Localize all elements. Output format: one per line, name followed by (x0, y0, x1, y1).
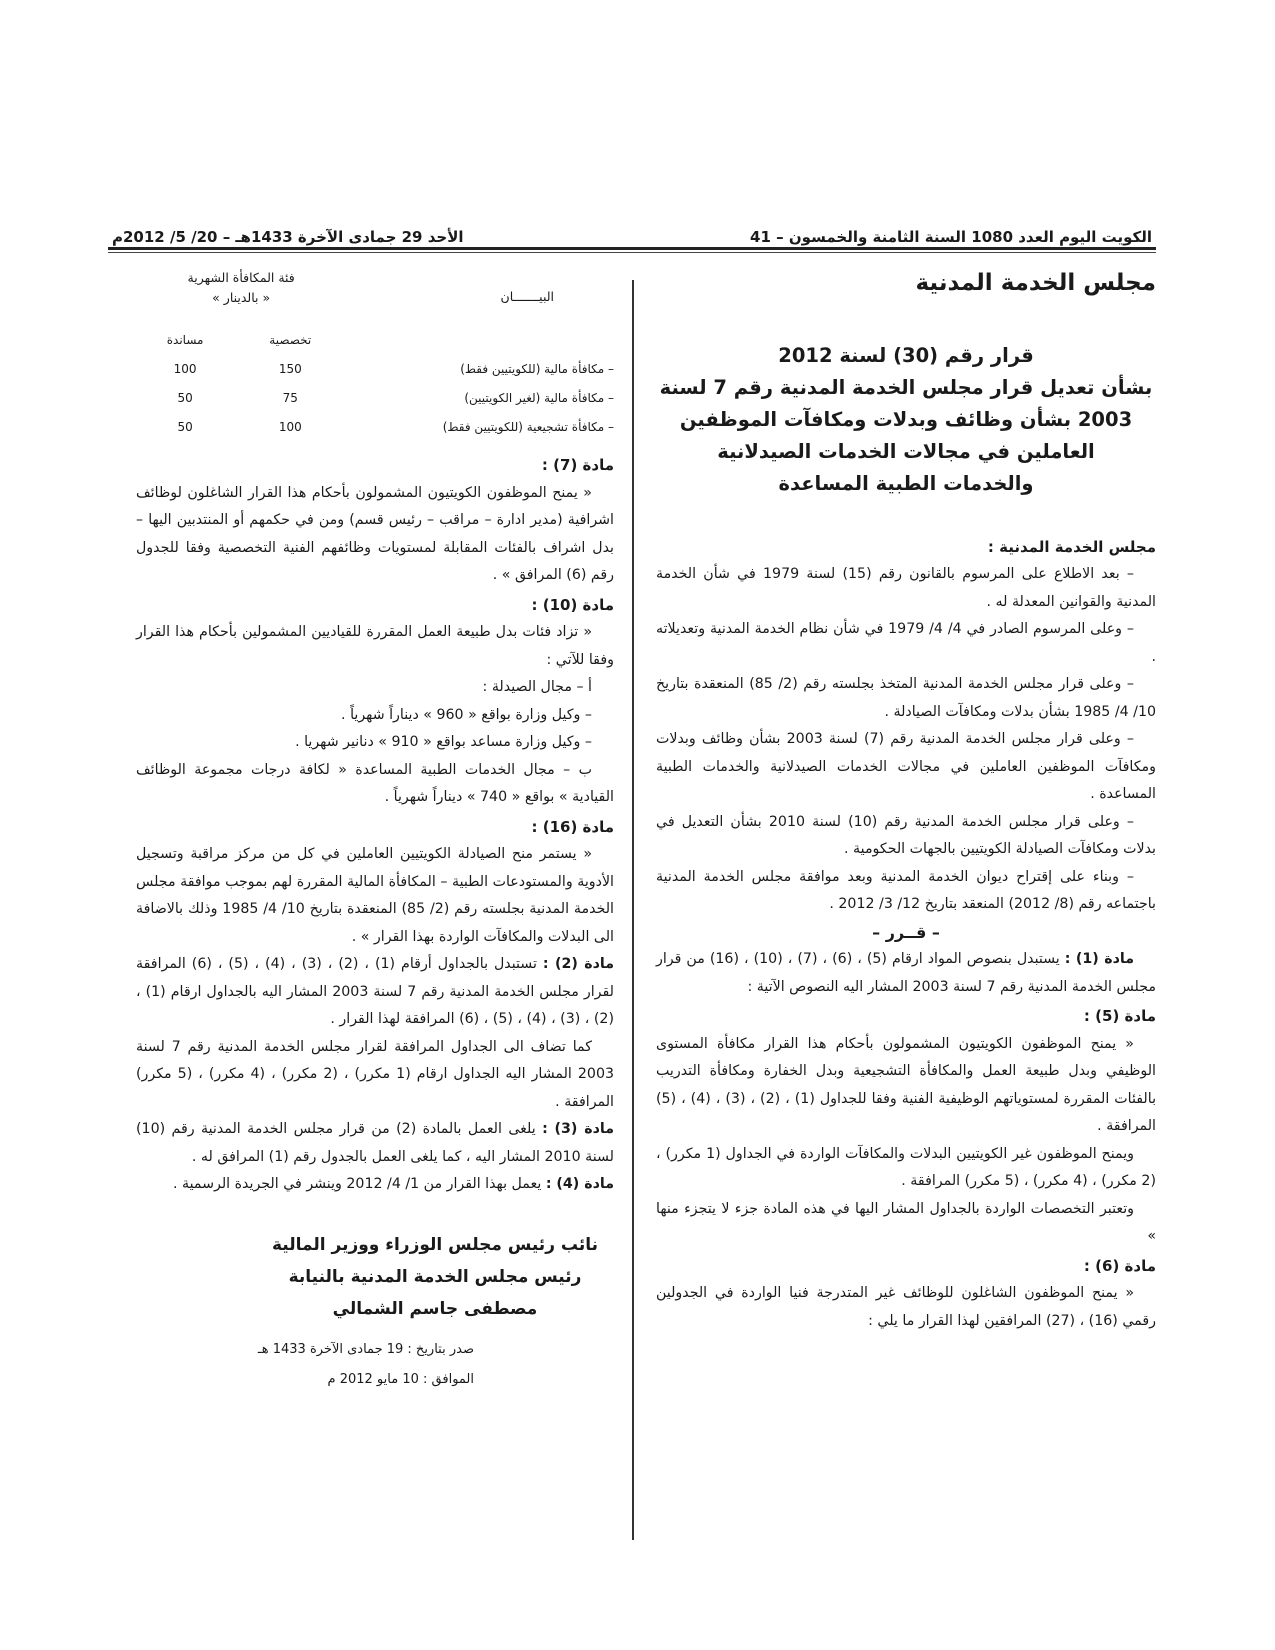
article-text: يستبدل بنصوص المواد ارقام (5) ، (6) ، (7) ، (10) ، (16) من قرار مجلس الخدمة المدنية رقم 7 لسنة 2003 المشار اليه النصوص الآتية : (656, 951, 1156, 995)
preamble-item: – وعلى المرسوم الصادر في 4/ 4/ 1979 في شأن نظام الخدمة المدنية وتعديلاته . (656, 621, 1156, 665)
decision-title (656, 340, 1156, 500)
decision-line: بشأن تعديل قرار مجلس الخدمة المدنية رقم 7 لسنة (659, 375, 1153, 399)
article-label: مادة (1) : (1064, 951, 1134, 967)
article-5-para: ويمنح الموظفون غير الكويتيين البدلات والمكافآت الواردة في الجداول (1 مكرر) ، (2 مكرر) ، (4 مكرر) ، (5 مكرر) المرافقة . (656, 1145, 1156, 1189)
row-specialist: 100 (278, 419, 302, 434)
row-assistant: 50 (177, 390, 193, 405)
article-10-b: ب – مجال الخدمات الطبية المساعدة « لكافة درجات مجموعة الوظائف القيادية » بواقع « 740 » ديناراً شهرياً . (136, 761, 614, 805)
header-issue-info: الكويت اليوم العدد 1080 السنة الثامنة والخمسون – 41 (750, 228, 1152, 246)
preamble-item: – وعلى قرار مجلس الخدمة المدنية المتخذ بجلسته رقم (2/ 85) المنعقدة بتاريخ 10/ 4/ 1985 بشأن بدلات ومكافآت الصيادلة . (656, 676, 1156, 720)
article-10-intro: « تزاد فئات بدل طبيعة العمل المقررة للقياديين المشمولين بأحكام هذا القرار وفقا للآتي : (136, 624, 614, 668)
article-2-extra: كما تضاف الى الجداول المرافقة لقرار مجلس الخدمة المدنية رقم 7 لسنة 2003 المشار اليه الجداول ارقام (1 مكرر) ، (2 مكرر) ، (4 مكرر) ، (5 مكرر) المرافقة . (136, 1038, 614, 1110)
right-column (656, 268, 1156, 1335)
header-date: الأحد 29 جمادى الآخرة 1433هـ – 20/ 5/ 2012م (112, 228, 464, 246)
table-header-statement: البيـــــــان (500, 289, 554, 304)
article-7-label: مادة (7) : (541, 456, 614, 474)
row-assistant: 100 (173, 361, 197, 376)
left-column (136, 268, 614, 1395)
table-row (136, 413, 614, 442)
issue-dates (136, 1335, 614, 1395)
article-6-text: « يمنح الموظفون الشاغلون للوظائف غير المتدرجة فنيا الواردة في الجدولين رقمي (16) ، (27) المرافقين لهذا القرار ما يلي : (656, 1285, 1156, 1329)
row-label: – مكافأة مالية (للكويتيين فقط) (460, 361, 614, 376)
article-label: مادة (3) : (542, 1121, 614, 1137)
article-label: مادة (2) : (542, 956, 614, 972)
article-3 (136, 1116, 614, 1171)
council-title: مجلس الخدمة المدنية (915, 270, 1156, 296)
article-16-text: « يستمر منح الصيادلة الكويتيين العاملين في كل من مركز مراقبة وتسجيل الأدوية والمستودعات الطبية – المكافأة المالية المقررة لهم بموجب موافقة مجلس الخدمة المدنية بجلسته رقم (2/ 85) المنعقدة بتاريخ 10/ 4/ 1985 وذلك بالاضافة الى البدلات والمكافآت الواردة بهذا القرار » . (136, 846, 614, 945)
signature-name: مصطفى جاسم الشمالي (332, 1298, 538, 1319)
row-label: – مكافأة مالية (لغير الكويتيين) (464, 390, 614, 405)
decision-line: والخدمات الطبية المساعدة (778, 471, 1034, 495)
council-heading: مجلس الخدمة المدنية : (987, 537, 1156, 556)
article-10-a2: – وكيل وزارة مساعد بواقع « 910 » دنانير شهريا . (295, 734, 592, 750)
article-label: مادة (4) : (545, 1176, 614, 1192)
decision-line: قرار رقم (30) لسنة 2012 (778, 343, 1034, 367)
table-row (136, 384, 614, 413)
column-header-specialist: تخصصية (269, 332, 312, 347)
article-2 (136, 951, 614, 1034)
header-rule-thin (108, 252, 1156, 253)
signature-line: رئيس مجلس الخدمة المدنية بالنيابة (288, 1266, 582, 1287)
article-5-label: مادة (5) : (1083, 1007, 1156, 1025)
article-1 (656, 946, 1156, 1001)
row-label: – مكافأة تشجيعية (للكويتيين فقط) (442, 419, 614, 434)
article-text: يلغى العمل بالمادة (2) من قرار مجلس الخدمة المدنية رقم (10) لسنة 2010 المشار اليه ، كما يلغى العمل بالجدول رقم (1) المرافق له . (136, 1121, 614, 1165)
decides-heading: – قــرر – (872, 922, 940, 942)
corresponding-date: الموافق : 10 مايو 2012 م (327, 1371, 474, 1387)
reward-table (136, 268, 614, 442)
decision-line: 2003 بشأن وظائف وبدلات ومكافآت الموظفين (679, 407, 1133, 431)
article-5-para: « يمنح الموظفون الكويتيون المشمولون بأحكام هذا القرار مكافأة المستوى الوظيفي وبدل طبيعة العمل والمكافأة التشجيعية وبدل الخفارة ومكافأة التدريب بالفئات المقررة لمستوياتهم الوظيفية الفنية وفقا للجداول (1) ، (2) ، (3) ، (4) ، (5) المرافقة . (656, 1035, 1157, 1134)
article-5-para: وتعتبر التخصصات الواردة بالجداول المشار اليها في هذه المادة جزء لا يتجزء منها » (656, 1200, 1156, 1244)
preamble-item: – بعد الاطلاع على المرسوم بالقانون رقم (15) لسنة 1979 في شأن الخدمة المدنية والقوانين المعدلة له . (656, 566, 1156, 610)
article-10-a1: – وكيل وزارة بواقع « 960 » ديناراً شهرياً . (341, 706, 592, 723)
header-rule (108, 247, 1156, 250)
article-10-label: مادة (10) : (531, 595, 614, 614)
article-4 (136, 1171, 614, 1199)
signature-block (136, 1229, 614, 1325)
article-10-a: أ – مجال الصيدلة : (482, 679, 592, 695)
table-row (136, 355, 614, 384)
row-specialist: 75 (282, 390, 298, 405)
column-header-assistant: مساندة (166, 332, 204, 347)
column-divider (632, 280, 634, 1540)
issued-date: صدر بتاريخ : 19 جمادى الآخرة 1433 هـ (257, 1341, 474, 1357)
article-6-label: مادة (6) : (1083, 1256, 1156, 1275)
signature-line: نائب رئيس مجلس الوزراء ووزير المالية (271, 1234, 599, 1255)
preamble-item: – وعلى قرار مجلس الخدمة المدنية رقم (10) لسنة 2010 بشأن التعديل في بدلات ومكافآت الصيادلة الكويتيين بالجهات الحكومية . (656, 813, 1156, 857)
row-assistant: 50 (177, 419, 193, 434)
article-text: تستبدل بالجداول أرقام (1) ، (2) ، (3) ، (4) ، (5) ، (6) المرافقة لقرار مجلس الخدمة المدنية رقم 7 لسنة 2003 المشار اليه بالجداول ارقام (1) ، (2) ، (3) ، (4) ، (5) ، (6) المرافقة لهذا القرار . (136, 956, 614, 1027)
page-header (112, 212, 1152, 246)
decision-line: العاملين في مجالات الخدمات الصيدلانية (717, 439, 1095, 463)
preamble-item: – وعلى قرار مجلس الخدمة المدنية رقم (7) لسنة 2003 بشأن وظائف وبدلات ومكافآت الموظفين العاملين في مجالات الخدمات الصيدلانية والخدمات الطبية المساعدة . (656, 731, 1156, 802)
article-16-label: مادة (16) : (531, 817, 614, 836)
row-specialist: 150 (278, 361, 302, 376)
table-header-amount: فئة المكافأة الشهرية « بالدينار » (187, 270, 295, 305)
preamble-item: – وبناء على إقتراح ديوان الخدمة المدنية وبعد موافقة مجلس الخدمة المدنية باجتماعه رقم (8/ 2012) المنعقد بتاريخ 12/ 3/ 2012 . (656, 868, 1156, 912)
article-text: يعمل بهذا القرار من 1/ 4/ 2012 وينشر في الجريدة الرسمية . (173, 1176, 542, 1192)
article-7-text: « يمنح الموظفون الكويتيون المشمولون بأحكام هذا القرار الشاغلون لوظائف اشرافية (مدير ادارة – مراقب – رئيس قسم) ومن في حكمهم أو المنتدبين اليها – بدل اشراف بالفئات المقابلة لمستويات وظائفهم الفنية التخصصية وفقا للجدول رقم (6) المرافق » . (136, 484, 614, 583)
